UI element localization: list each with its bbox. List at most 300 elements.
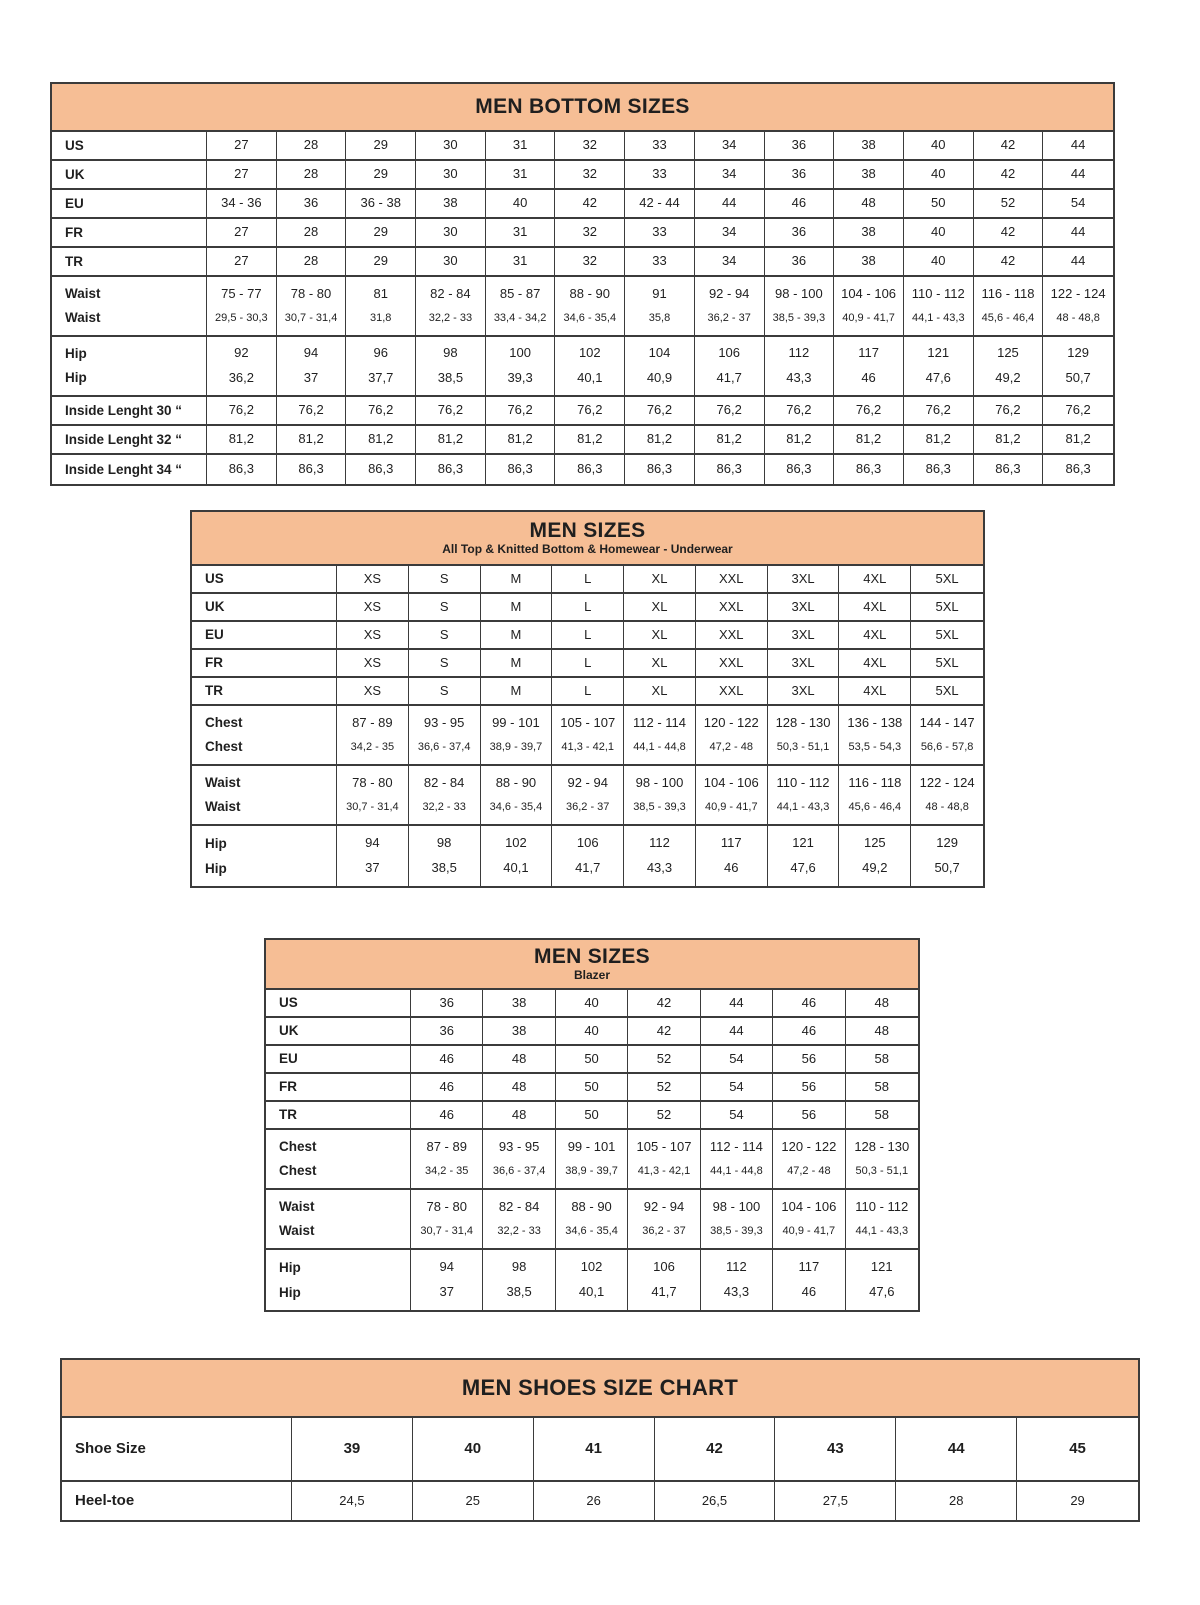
row-label-cell xyxy=(266,1190,411,1248)
size-value: 32 xyxy=(582,166,598,182)
size-cell xyxy=(625,190,695,217)
size-value: 76,2 xyxy=(298,402,324,418)
size-cell xyxy=(346,161,416,188)
size-value: 87 - 89 xyxy=(352,715,393,731)
size-value: 144 - 147 xyxy=(919,715,975,731)
size-cell xyxy=(552,826,624,886)
size-value: 3XL xyxy=(791,654,815,670)
size-value: 38,5 xyxy=(437,369,464,385)
size-cell xyxy=(834,248,904,275)
row-label-cell xyxy=(192,594,337,620)
size-value: 116 - 118 xyxy=(848,775,902,791)
size-value: S xyxy=(439,682,449,698)
size-value: XS xyxy=(363,626,382,642)
size-value: 36 xyxy=(791,224,807,240)
size-value: 48 xyxy=(511,1050,527,1066)
size-value: 78 - 80 xyxy=(352,775,393,791)
size-cell xyxy=(486,455,556,484)
size-value: 85 - 87 xyxy=(499,286,541,302)
size-value: 98 xyxy=(511,1259,527,1275)
size-cell xyxy=(337,766,409,824)
size-cell xyxy=(696,650,768,676)
table-row xyxy=(192,678,983,706)
size-cell xyxy=(337,678,409,704)
size-cell xyxy=(624,650,696,676)
size-cell xyxy=(974,161,1044,188)
size-cell xyxy=(481,566,553,592)
size-cell xyxy=(207,248,277,275)
size-value: 54 xyxy=(729,1078,744,1094)
size-cell xyxy=(839,622,911,648)
size-value: 50,3 - 51,1 xyxy=(776,741,830,754)
size-cell xyxy=(695,219,765,246)
size-value: 34 xyxy=(721,224,737,240)
size-cell xyxy=(1043,455,1113,484)
size-value: 5XL xyxy=(935,654,959,670)
size-value: 42 xyxy=(656,994,672,1010)
size-value: 4XL xyxy=(863,570,887,586)
table-row xyxy=(62,1418,1138,1482)
size-cell xyxy=(411,1018,483,1044)
size-value: 76,2 xyxy=(786,402,812,418)
size-cell xyxy=(1043,190,1113,217)
size-value: L xyxy=(584,626,592,642)
size-cell xyxy=(773,1250,845,1310)
size-value: 38,9 - 39,7 xyxy=(489,741,543,754)
size-cell xyxy=(701,1074,773,1100)
size-cell xyxy=(768,650,840,676)
row-label: Hip xyxy=(279,1259,301,1275)
size-value: 40 xyxy=(512,195,528,211)
size-value: 40 xyxy=(931,137,946,153)
size-cell xyxy=(277,219,347,246)
row-label: Inside Lenght 32 “ xyxy=(65,431,183,447)
size-value: 81,2 xyxy=(368,431,394,447)
size-value: 36,2 - 37 xyxy=(566,801,610,814)
size-cell xyxy=(696,826,768,886)
size-value: 45 xyxy=(1069,1440,1086,1458)
size-value: 40 xyxy=(584,1022,599,1038)
table-row xyxy=(266,1250,918,1310)
size-value: 102 xyxy=(578,345,601,361)
size-value: 44,1 - 43,3 xyxy=(855,1225,909,1238)
size-value: 100 xyxy=(509,345,531,361)
size-value: 38 xyxy=(861,253,876,269)
size-value: 50 xyxy=(584,1106,599,1122)
table-row xyxy=(52,190,1113,219)
size-value: 92 - 94 xyxy=(643,1199,685,1215)
size-value: 86,3 xyxy=(716,461,742,477)
row-label: Chest xyxy=(205,714,243,730)
size-value: 33 xyxy=(652,137,667,153)
size-cell xyxy=(1043,219,1113,246)
size-value: XL xyxy=(651,570,668,586)
size-cell xyxy=(695,161,765,188)
size-value: 117 xyxy=(798,1259,820,1275)
table-row xyxy=(192,650,983,678)
size-value: 102 xyxy=(505,835,527,851)
size-cell xyxy=(624,622,696,648)
table-row xyxy=(266,1102,918,1130)
size-cell xyxy=(277,277,347,335)
row-label: Shoe Size xyxy=(75,1440,146,1458)
size-cell xyxy=(481,766,553,824)
size-cell xyxy=(765,161,835,188)
size-value: 102 xyxy=(580,1259,603,1275)
size-cell xyxy=(346,219,416,246)
size-cell xyxy=(768,826,840,886)
size-value: 122 - 124 xyxy=(919,775,975,791)
size-value: 52 xyxy=(656,1078,672,1094)
size-value: 41 xyxy=(585,1440,602,1458)
size-value: XXL xyxy=(718,682,744,698)
size-cell xyxy=(337,594,409,620)
size-cell xyxy=(625,397,695,424)
size-value: 86,3 xyxy=(1065,461,1091,477)
size-value: 44 xyxy=(729,1022,744,1038)
size-value: 34 xyxy=(721,137,737,153)
size-value: 27 xyxy=(234,253,249,269)
size-value: 38,5 - 39,3 xyxy=(772,312,826,325)
size-value: 78 - 80 xyxy=(426,1199,467,1215)
size-cell xyxy=(555,397,625,424)
size-value: 52 xyxy=(656,1050,672,1066)
table-row xyxy=(192,826,983,886)
size-value: 44 xyxy=(1070,253,1086,269)
size-value: 76,2 xyxy=(925,402,951,418)
table-row xyxy=(266,990,918,1018)
size-value: 52 xyxy=(1000,195,1016,211)
table-row xyxy=(52,161,1113,190)
size-cell xyxy=(701,1046,773,1072)
size-cell xyxy=(555,132,625,159)
size-cell xyxy=(839,678,911,704)
size-value: 106 xyxy=(653,1259,675,1275)
size-cell xyxy=(911,622,983,648)
row-label: EU xyxy=(205,627,224,643)
table-row xyxy=(52,132,1113,161)
size-value: 54 xyxy=(729,1050,744,1066)
size-cell xyxy=(416,455,486,484)
size-cell xyxy=(695,277,765,335)
size-cell xyxy=(556,1102,628,1128)
size-value: 53,5 - 54,3 xyxy=(848,741,902,754)
size-cell xyxy=(207,397,277,424)
size-cell xyxy=(483,990,555,1016)
size-value: 50,7 xyxy=(934,860,960,875)
size-value: 3XL xyxy=(791,682,815,698)
size-cell xyxy=(416,219,486,246)
row-label: US xyxy=(65,137,84,153)
size-value: 42 xyxy=(1000,224,1016,240)
size-value: M xyxy=(510,654,522,670)
size-value: 50 xyxy=(931,195,946,211)
size-cell xyxy=(974,277,1044,335)
size-value: 36,6 - 37,4 xyxy=(417,741,471,754)
size-value: 81,2 xyxy=(298,431,324,447)
size-value: 44 xyxy=(947,1440,965,1458)
row-label-cell xyxy=(192,678,337,704)
size-value: L xyxy=(584,654,592,670)
size-value: 93 - 95 xyxy=(423,715,465,731)
table-row xyxy=(266,1046,918,1074)
table-subtitle: All Top & Knitted Bottom & Homewear - Underwear xyxy=(442,542,733,557)
row-label-cell xyxy=(266,1102,411,1128)
size-cell xyxy=(846,1250,918,1310)
size-value: 30 xyxy=(443,253,458,269)
size-value: 36 xyxy=(791,137,807,153)
size-value: 86,3 xyxy=(646,461,673,477)
row-label: TR xyxy=(205,683,223,699)
row-label-cell xyxy=(52,161,207,188)
size-value: 56 xyxy=(801,1106,817,1122)
size-value: 29,5 - 30,3 xyxy=(215,312,268,325)
size-value: 81,2 xyxy=(646,431,673,447)
row-label-cell xyxy=(266,1250,411,1310)
size-cell xyxy=(904,248,974,275)
size-cell xyxy=(277,161,347,188)
size-value: 106 xyxy=(576,835,599,851)
size-value: 45,6 - 46,4 xyxy=(981,312,1035,325)
size-cell xyxy=(911,706,983,764)
size-cell xyxy=(765,455,835,484)
size-value: 38 xyxy=(443,195,458,211)
size-value: 76,2 xyxy=(1065,402,1091,418)
size-value: 36,2 xyxy=(228,369,254,385)
size-cell xyxy=(775,1418,896,1480)
size-cell xyxy=(416,161,486,188)
size-cell xyxy=(1043,397,1113,424)
size-cell xyxy=(846,1190,918,1248)
size-cell xyxy=(416,337,486,395)
size-cell xyxy=(416,248,486,275)
size-value: 86,3 xyxy=(925,461,951,477)
size-value: 112 xyxy=(649,835,670,851)
size-value: XXL xyxy=(718,626,744,642)
size-value: XS xyxy=(363,682,382,698)
row-label-cell xyxy=(192,706,337,764)
size-value: 34,6 - 35,4 xyxy=(565,1225,618,1238)
size-cell xyxy=(911,566,983,592)
size-cell xyxy=(486,132,556,159)
table-row xyxy=(266,1018,918,1046)
size-value: 4XL xyxy=(863,598,887,614)
size-value: 52 xyxy=(656,1106,672,1122)
size-cell xyxy=(416,277,486,335)
size-cell xyxy=(768,766,840,824)
size-cell xyxy=(628,1102,700,1128)
size-cell xyxy=(486,426,556,453)
size-cell xyxy=(277,248,347,275)
size-value: 98 xyxy=(443,345,458,361)
size-value: 33 xyxy=(652,253,667,269)
size-value: 76,2 xyxy=(228,402,254,418)
row-label: Hip xyxy=(65,345,87,361)
size-value: 88 - 90 xyxy=(495,775,537,791)
row-label-cell xyxy=(266,990,411,1016)
size-value: 40 xyxy=(931,166,946,182)
size-cell xyxy=(768,706,840,764)
size-cell xyxy=(834,219,904,246)
size-cell xyxy=(655,1482,776,1520)
size-value: 33,4 - 34,2 xyxy=(493,312,547,325)
size-value: 40,1 xyxy=(503,860,529,875)
size-value: 32,2 - 33 xyxy=(422,801,466,814)
row-label: Hip xyxy=(279,1284,301,1300)
size-value: 43,3 xyxy=(786,369,812,385)
size-value: 76,2 xyxy=(577,402,603,418)
size-cell xyxy=(839,566,911,592)
table-row xyxy=(192,622,983,650)
size-cell xyxy=(483,1074,555,1100)
size-cell xyxy=(277,132,347,159)
size-value: 40,1 xyxy=(578,1284,605,1299)
size-cell xyxy=(628,1074,700,1100)
size-value: 76,2 xyxy=(646,402,673,418)
size-cell xyxy=(486,397,556,424)
size-value: 86,3 xyxy=(437,461,464,477)
size-value: 86,3 xyxy=(786,461,812,477)
size-value: 40,9 - 41,7 xyxy=(782,1225,836,1238)
size-cell xyxy=(974,132,1044,159)
size-value: 34 xyxy=(721,166,737,182)
size-value: 37 xyxy=(439,1284,454,1299)
size-cell xyxy=(695,397,765,424)
size-cell xyxy=(346,132,416,159)
size-value: 54 xyxy=(1070,195,1086,211)
size-value: 29 xyxy=(373,224,388,240)
size-value: 29 xyxy=(373,166,388,182)
size-value: 32 xyxy=(582,137,598,153)
size-value: 81,2 xyxy=(786,431,812,447)
size-value: 36 xyxy=(791,253,807,269)
size-value: 36 xyxy=(791,166,807,182)
size-value: 33 xyxy=(652,224,667,240)
size-cell xyxy=(696,706,768,764)
size-cell xyxy=(207,190,277,217)
size-value: 120 - 122 xyxy=(703,715,759,731)
table-row xyxy=(52,219,1113,248)
size-value: 27,5 xyxy=(822,1492,848,1508)
size-value: 40,9 - 41,7 xyxy=(704,801,758,814)
size-cell xyxy=(628,1046,700,1072)
row-label: Chest xyxy=(279,1138,317,1154)
size-cell xyxy=(337,650,409,676)
size-value: 42 xyxy=(1000,166,1016,182)
size-cell xyxy=(555,161,625,188)
size-cell xyxy=(846,1018,918,1044)
size-cell xyxy=(207,132,277,159)
size-value: 38 xyxy=(861,224,876,240)
size-cell xyxy=(413,1418,534,1480)
row-label-cell xyxy=(192,566,337,592)
men-sizes-blazer-table xyxy=(264,938,920,1312)
row-label-cell xyxy=(52,337,207,395)
row-label: Waist xyxy=(205,799,241,815)
size-value: 42 xyxy=(706,1440,723,1458)
size-cell xyxy=(207,219,277,246)
row-label-cell xyxy=(52,190,207,217)
size-cell xyxy=(834,132,904,159)
size-value: 36 - 38 xyxy=(360,195,401,211)
size-cell xyxy=(765,277,835,335)
size-value: 76,2 xyxy=(368,402,394,418)
size-cell xyxy=(337,622,409,648)
size-cell xyxy=(556,1190,628,1248)
size-cell xyxy=(696,766,768,824)
row-label: Inside Lenght 34 “ xyxy=(65,461,183,477)
size-cell xyxy=(834,337,904,395)
size-cell xyxy=(411,1046,483,1072)
size-cell xyxy=(695,248,765,275)
size-cell xyxy=(411,1250,483,1310)
size-value: 44 xyxy=(1070,224,1086,240)
size-cell xyxy=(481,650,553,676)
size-cell xyxy=(207,426,277,453)
size-cell xyxy=(904,219,974,246)
size-value: 117 xyxy=(858,345,879,361)
size-cell xyxy=(911,594,983,620)
row-label-cell xyxy=(266,1074,411,1100)
size-value: 129 xyxy=(1067,345,1089,361)
size-value: 56 xyxy=(801,1050,817,1066)
size-cell xyxy=(277,455,347,484)
size-value: 31 xyxy=(512,253,528,269)
size-value: 112 - 114 xyxy=(709,1139,763,1155)
size-value: 121 xyxy=(792,835,814,851)
size-cell xyxy=(556,1130,628,1188)
size-value: 98 xyxy=(436,835,452,851)
row-label: US xyxy=(279,995,298,1011)
size-value: S xyxy=(439,598,449,614)
size-value: 31 xyxy=(512,224,528,240)
size-cell xyxy=(773,1102,845,1128)
size-cell xyxy=(834,455,904,484)
size-cell xyxy=(773,1018,845,1044)
size-cell xyxy=(409,826,481,886)
row-label-cell xyxy=(62,1418,292,1480)
row-label: Hip xyxy=(205,835,227,851)
size-value: 5XL xyxy=(935,570,959,586)
table-header xyxy=(266,940,918,990)
size-value: 32 xyxy=(582,253,598,269)
table-subtitle: Blazer xyxy=(573,968,611,983)
size-value: 46 xyxy=(861,369,876,385)
size-value: L xyxy=(584,682,592,698)
size-cell xyxy=(346,455,416,484)
table-title: MEN SHOES SIZE CHART xyxy=(461,1374,739,1400)
size-cell xyxy=(1043,248,1113,275)
size-value: XXL xyxy=(718,598,744,614)
size-cell xyxy=(411,990,483,1016)
size-value: 104 - 106 xyxy=(703,775,759,791)
size-cell xyxy=(481,622,553,648)
size-value: 46 xyxy=(439,1078,454,1094)
size-cell xyxy=(628,1250,700,1310)
row-label: Waist xyxy=(65,310,101,326)
size-cell xyxy=(1043,161,1113,188)
size-value: 4XL xyxy=(863,626,887,642)
table-row xyxy=(192,594,983,622)
size-value: 32,2 - 33 xyxy=(497,1225,541,1238)
size-cell xyxy=(625,455,695,484)
size-cell xyxy=(911,826,983,886)
size-cell xyxy=(552,706,624,764)
size-cell xyxy=(413,1482,534,1520)
row-label: UK xyxy=(205,599,225,615)
table-header xyxy=(192,512,983,566)
size-value: 81,2 xyxy=(577,431,603,447)
